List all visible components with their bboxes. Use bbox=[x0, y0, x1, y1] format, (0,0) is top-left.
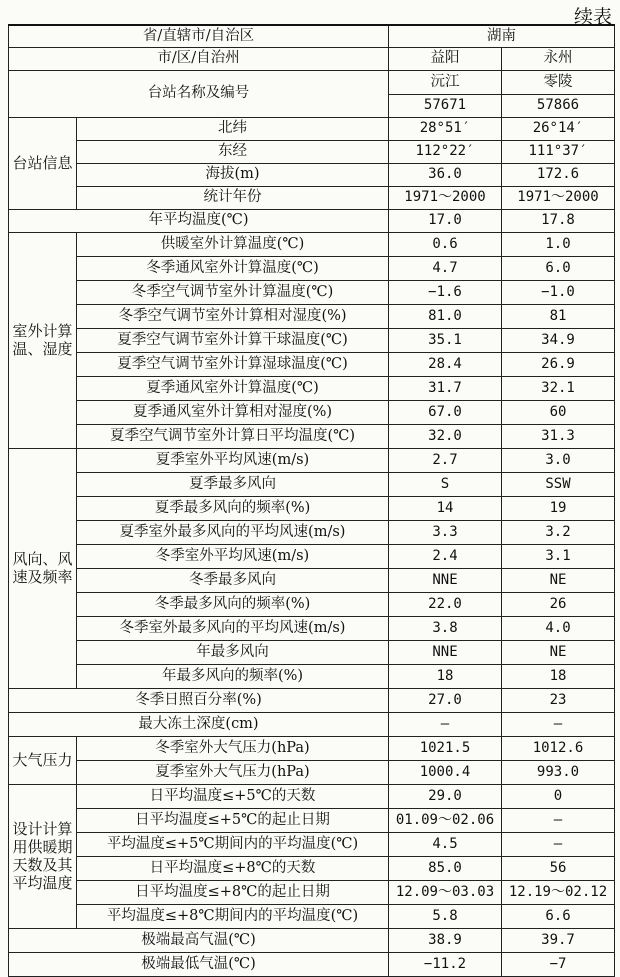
row-value-1: 1000.4 bbox=[389, 760, 502, 784]
row-value-2: 0 bbox=[502, 784, 615, 808]
row-value-1: 31.7 bbox=[389, 376, 502, 400]
row-label: 夏季通风室外计算相对湿度(%) bbox=[77, 400, 389, 424]
row-label: 海拔(m) bbox=[77, 163, 389, 186]
row-label: 冬季空气调节室外计算相对湿度(%) bbox=[77, 304, 389, 328]
row-value-1: 22.0 bbox=[389, 592, 502, 616]
row-value-2: 31.3 bbox=[502, 424, 615, 448]
row-label: 冬季室外大气压力(hPa) bbox=[77, 736, 389, 760]
row-value-1: 35.1 bbox=[389, 328, 502, 352]
row-value-1: 0.6 bbox=[389, 232, 502, 256]
row-value-1: 36.0 bbox=[389, 163, 502, 186]
row-value-2: 172.6 bbox=[502, 163, 615, 186]
row-value-2: 3.1 bbox=[502, 544, 615, 568]
row-label: 夏季室外平均风速(m/s) bbox=[77, 448, 389, 472]
row-label: 年平均温度(℃) bbox=[9, 209, 389, 232]
row-value-1: 28°51′ bbox=[389, 117, 502, 140]
row-label: 冬季通风室外计算温度(℃) bbox=[77, 256, 389, 280]
row-value-1: −11.2 bbox=[389, 952, 502, 976]
city-1: 益阳 bbox=[389, 47, 502, 70]
station-id-1: 57671 bbox=[389, 94, 502, 117]
station-name-1: 沅江 bbox=[389, 70, 502, 94]
row-label: 北纬 bbox=[77, 117, 389, 140]
row-value-1: S bbox=[389, 472, 502, 496]
row-value-2: SSW bbox=[502, 472, 615, 496]
row-label: 夏季室外大气压力(hPa) bbox=[77, 760, 389, 784]
row-label: 冬季最多风向的频率(%) bbox=[77, 592, 389, 616]
row-value-2: 81 bbox=[502, 304, 615, 328]
row-value-2: 26.9 bbox=[502, 352, 615, 376]
row-value-1: 18 bbox=[389, 664, 502, 688]
row-value-1: 4.5 bbox=[389, 832, 502, 856]
row-value-1: 29.0 bbox=[389, 784, 502, 808]
row-value-1: 12.09～03.03 bbox=[389, 880, 502, 904]
row-value-2: 6.0 bbox=[502, 256, 615, 280]
row-value-2: 3.0 bbox=[502, 448, 615, 472]
group-heating: 设计计算用供暖期天数及其平均温度 bbox=[9, 784, 77, 928]
row-value-1: — bbox=[389, 712, 502, 736]
row-value-2: — bbox=[502, 808, 615, 832]
row-value-2: 3.2 bbox=[502, 520, 615, 544]
row-value-1: 27.0 bbox=[389, 688, 502, 712]
row-value-2: 19 bbox=[502, 496, 615, 520]
row-value-1: NNE bbox=[389, 568, 502, 592]
city-2: 永州 bbox=[502, 47, 615, 70]
continued-table-caption: 续表 bbox=[573, 6, 612, 28]
row-value-2: 12.19～02.12 bbox=[502, 880, 615, 904]
row-label: 冬季室外平均风速(m/s) bbox=[77, 544, 389, 568]
row-value-1: NNE bbox=[389, 640, 502, 664]
row-value-2: 60 bbox=[502, 400, 615, 424]
row-value-2: 993.0 bbox=[502, 760, 615, 784]
row-value-1: 28.4 bbox=[389, 352, 502, 376]
station-id-2: 57866 bbox=[502, 94, 615, 117]
row-label: 极端最高气温(℃) bbox=[9, 928, 389, 952]
row-value-1: 1971～2000 bbox=[389, 186, 502, 209]
row-value-2: 34.9 bbox=[502, 328, 615, 352]
row-value-2: −7 bbox=[502, 952, 615, 976]
row-label: 夏季最多风向 bbox=[77, 472, 389, 496]
row-label: 冬季室外最多风向的平均风速(m/s) bbox=[77, 616, 389, 640]
row-value-1: 81.0 bbox=[389, 304, 502, 328]
climate-data-table bbox=[8, 24, 615, 977]
row-value-1: 38.9 bbox=[389, 928, 502, 952]
row-value-1: 67.0 bbox=[389, 400, 502, 424]
row-label: 日平均温度≤+8℃的天数 bbox=[77, 856, 389, 880]
row-value-1: −1.6 bbox=[389, 280, 502, 304]
row-label: 最大冻土深度(cm) bbox=[9, 712, 389, 736]
city-label: 市/区/自治州 bbox=[9, 47, 389, 70]
row-value-2: 18 bbox=[502, 664, 615, 688]
province-label: 省/直辖市/自治区 bbox=[9, 25, 389, 47]
row-label: 夏季空气调节室外计算干球温度(℃) bbox=[77, 328, 389, 352]
row-label: 统计年份 bbox=[77, 186, 389, 209]
row-value-2: 1012.6 bbox=[502, 736, 615, 760]
row-label: 极端最低气温(℃) bbox=[9, 952, 389, 976]
row-value-1: 1021.5 bbox=[389, 736, 502, 760]
row-label: 夏季空气调节室外计算湿球温度(℃) bbox=[77, 352, 389, 376]
row-value-2: −1.0 bbox=[502, 280, 615, 304]
row-value-2: 56 bbox=[502, 856, 615, 880]
group-pressure: 大气压力 bbox=[9, 736, 77, 784]
row-label: 冬季空气调节室外计算温度(℃) bbox=[77, 280, 389, 304]
row-label: 平均温度≤+8℃期间内的平均温度(℃) bbox=[77, 904, 389, 928]
row-label: 夏季最多风向的频率(%) bbox=[77, 496, 389, 520]
group-station-info: 台站信息 bbox=[9, 117, 77, 209]
row-value-2: 39.7 bbox=[502, 928, 615, 952]
row-value-1: 32.0 bbox=[389, 424, 502, 448]
row-value-2: 32.1 bbox=[502, 376, 615, 400]
row-value-2: 17.8 bbox=[502, 209, 615, 232]
row-value-2: 23 bbox=[502, 688, 615, 712]
row-label: 夏季室外最多风向的平均风速(m/s) bbox=[77, 520, 389, 544]
row-label: 平均温度≤+5℃期间内的平均温度(℃) bbox=[77, 832, 389, 856]
row-value-1: 17.0 bbox=[389, 209, 502, 232]
row-label: 夏季空气调节室外计算日平均温度(℃) bbox=[77, 424, 389, 448]
row-label: 年最多风向 bbox=[77, 640, 389, 664]
row-label: 日平均温度≤+8℃的起止日期 bbox=[77, 880, 389, 904]
row-value-1: 14 bbox=[389, 496, 502, 520]
row-value-2: NE bbox=[502, 568, 615, 592]
row-label: 日平均温度≤+5℃的天数 bbox=[77, 784, 389, 808]
row-value-1: 3.8 bbox=[389, 616, 502, 640]
row-value-2: 6.6 bbox=[502, 904, 615, 928]
row-value-2: 26 bbox=[502, 592, 615, 616]
row-value-2: NE bbox=[502, 640, 615, 664]
row-value-1: 3.3 bbox=[389, 520, 502, 544]
row-label: 冬季日照百分率(%) bbox=[9, 688, 389, 712]
row-label: 年最多风向的频率(%) bbox=[77, 664, 389, 688]
row-value-1: 5.8 bbox=[389, 904, 502, 928]
row-value-2: 111°37′ bbox=[502, 140, 615, 163]
row-value-2: 4.0 bbox=[502, 616, 615, 640]
station-name-2: 零陵 bbox=[502, 70, 615, 94]
row-value-1: 4.7 bbox=[389, 256, 502, 280]
station-label: 台站名称及编号 bbox=[9, 70, 389, 117]
row-value-1: 2.4 bbox=[389, 544, 502, 568]
row-value-1: 85.0 bbox=[389, 856, 502, 880]
row-value-2: 1971～2000 bbox=[502, 186, 615, 209]
group-outdoor-temp: 室外计算温、湿度 bbox=[9, 232, 77, 448]
row-value-2: 1.0 bbox=[502, 232, 615, 256]
province-value: 湖南 bbox=[389, 25, 615, 47]
row-label: 冬季最多风向 bbox=[77, 568, 389, 592]
row-label: 东经 bbox=[77, 140, 389, 163]
row-value-2: — bbox=[502, 712, 615, 736]
row-label: 夏季通风室外计算温度(℃) bbox=[77, 376, 389, 400]
row-value-1: 2.7 bbox=[389, 448, 502, 472]
row-value-1: 112°22′ bbox=[389, 140, 502, 163]
group-wind: 风向、风速及频率 bbox=[9, 448, 77, 688]
row-label: 供暖室外计算温度(℃) bbox=[77, 232, 389, 256]
row-label: 日平均温度≤+5℃的起止日期 bbox=[77, 808, 389, 832]
row-value-2: 26°14′ bbox=[502, 117, 615, 140]
row-value-1: 01.09～02.06 bbox=[389, 808, 502, 832]
row-value-2: — bbox=[502, 832, 615, 856]
